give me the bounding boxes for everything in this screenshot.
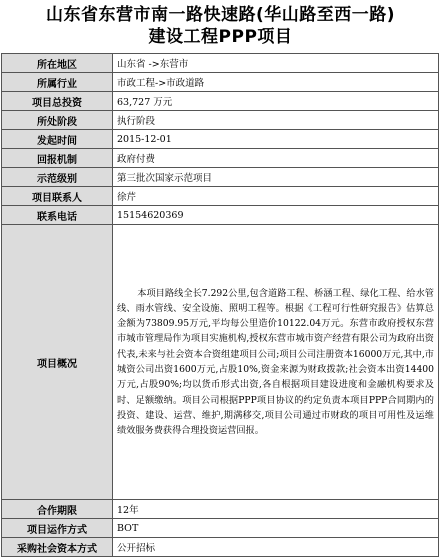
row-value-stage: 执行阶段 bbox=[113, 111, 439, 130]
row-label-total-investment: 项目总投资 bbox=[2, 92, 113, 111]
row-label-industry: 所属行业 bbox=[2, 73, 113, 92]
table-row bbox=[2, 168, 439, 187]
row-label-return-mechanism: 回报机制 bbox=[2, 149, 113, 168]
title-line-1: 山东省东营市南一路快速路(华山路至西一路) bbox=[45, 5, 396, 25]
row-value-region: 山东省 ->东营市 bbox=[113, 54, 439, 73]
table-row bbox=[2, 187, 439, 206]
row-value-industry: 市政工程->市政道路 bbox=[113, 73, 439, 92]
table-row bbox=[2, 73, 439, 92]
row-value-contact-person: 徐芹 bbox=[113, 187, 439, 206]
table-row bbox=[2, 149, 439, 168]
table-row bbox=[2, 538, 439, 557]
row-label-phone: 联系电话 bbox=[2, 206, 113, 225]
project-info-table bbox=[1, 53, 439, 557]
row-label-region: 所在地区 bbox=[2, 54, 113, 73]
document-title bbox=[0, 0, 441, 52]
table-row bbox=[2, 111, 439, 130]
row-label-start-date: 发起时间 bbox=[2, 130, 113, 149]
row-value-procurement-method: 公开招标 bbox=[113, 538, 439, 557]
table-row bbox=[2, 206, 439, 225]
row-value-overview: 本项目路线全长7.292公里,包含道路工程、桥涵工程、绿化工程、给水管线、雨水管线、安全设施、照明工程等。根据《工程可行性研究报告》估算总金额为73809.95万元,平均每公里造价10122.04万元。东营市政府授权东营市城市管理局作为项目实施机构,授权东营市城市资产经营有限公司为政府出资代表,未来与社会资本合资组建项目公司;项目公司注册资本16000万元,其中,市城资公司出资1600万元,占股10%,资金来源为财政拨款;社会资本出资14400万元,占股90%;均以货币形式出资,各自根据项目建设进度和金融机构要求及时、足额缴纳。项目公司根据PPP项目协议的约定负责本项目PPP合同期内的投资、建设、运营、维护,期满移交,项目公司通过市财政的项目可用性及运维绩效服务费获得合理投资运营回报。 bbox=[113, 225, 439, 500]
table-row bbox=[2, 92, 439, 111]
row-label-demo-level: 示范级别 bbox=[2, 168, 113, 187]
table-row bbox=[2, 130, 439, 149]
row-label-operation-mode: 项目运作方式 bbox=[2, 519, 113, 538]
row-label-stage: 所处阶段 bbox=[2, 111, 113, 130]
row-label-overview: 项目概况 bbox=[2, 225, 113, 500]
row-value-operation-mode: BOT bbox=[113, 519, 439, 538]
table-row bbox=[2, 54, 439, 73]
table-row bbox=[2, 225, 439, 500]
row-value-phone: 15154620369 bbox=[113, 206, 439, 225]
row-label-cooperation-period: 合作期限 bbox=[2, 500, 113, 519]
title-line-2: 建设工程PPP项目 bbox=[148, 27, 293, 47]
row-value-cooperation-period: 12年 bbox=[113, 500, 439, 519]
row-value-start-date: 2015-12-01 bbox=[113, 130, 439, 149]
row-label-procurement-method: 采购社会资本方式 bbox=[2, 538, 113, 557]
row-value-total-investment: 63,727 万元 bbox=[113, 92, 439, 111]
row-value-return-mechanism: 政府付费 bbox=[113, 149, 439, 168]
table-row bbox=[2, 519, 439, 538]
table-row bbox=[2, 500, 439, 519]
row-value-demo-level: 第三批次国家示范项目 bbox=[113, 168, 439, 187]
row-label-contact-person: 项目联系人 bbox=[2, 187, 113, 206]
